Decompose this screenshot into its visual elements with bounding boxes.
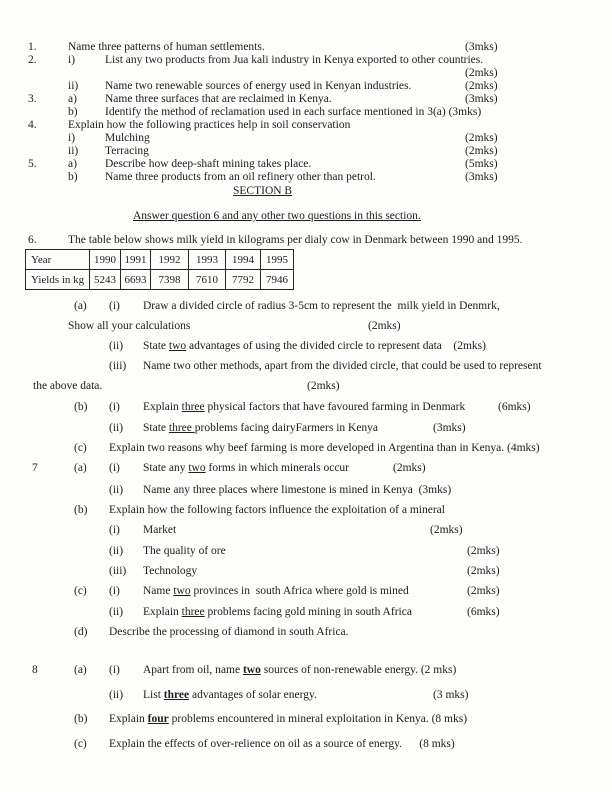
text-segment: State two advantages of using the divided circle to represent data (2mks) <box>143 340 486 352</box>
text-segment: 3. <box>28 93 37 105</box>
text-segment: (a) <box>74 300 87 312</box>
value-cell: 1991 <box>121 250 151 270</box>
text-segment: (i) <box>109 585 120 597</box>
text-segment: Describe the processing of diamond in south Africa. <box>109 626 349 638</box>
text-segment: (2mks) <box>430 524 463 536</box>
text-segment: (i) <box>109 462 120 474</box>
value-cell: 1992 <box>151 250 189 270</box>
text-segment: Describe how deep-shaft mining takes place. <box>105 158 312 170</box>
text-segment: ii) <box>68 80 79 92</box>
value-cell: 7946 <box>261 270 294 290</box>
q7-a-ii <box>0 483 612 498</box>
text-segment: (a) <box>74 664 87 676</box>
text-segment: (ii) <box>109 340 124 352</box>
text-segment: (c) <box>74 442 87 454</box>
text-segment: (2mks) <box>393 462 426 474</box>
text-segment: List three advantages of solar energy. <box>143 689 317 701</box>
text-segment: Answer question 6 and any other two questions in this section. <box>133 210 421 222</box>
q6-a-ii <box>0 339 612 354</box>
q6-a-i <box>0 299 612 314</box>
text-segment: (ii) <box>109 545 124 557</box>
q6-b-ii <box>0 421 612 436</box>
text-segment: 7 <box>32 462 38 474</box>
q7-b-iii <box>0 564 612 579</box>
q7-b-i <box>0 523 612 538</box>
text-segment: (c) <box>74 738 87 750</box>
q7-c-i <box>0 584 612 599</box>
text-segment: ii) <box>68 145 79 157</box>
text-segment: (i) <box>109 664 120 676</box>
q7-a-i <box>0 461 612 476</box>
text-segment: (2mks) <box>465 132 498 144</box>
text-segment: Explain three physical factors that have favoured farming in Denmark <box>143 401 466 413</box>
text-segment: (c) <box>74 585 87 597</box>
text-segment: (ii) <box>109 606 124 618</box>
text-segment: (3mks) <box>465 41 498 53</box>
value-cell: 5243 <box>90 270 121 290</box>
text-segment: (6mks) <box>498 401 531 413</box>
text-segment: The quality of ore <box>143 545 226 557</box>
text-segment: (2mks) <box>465 67 498 79</box>
text-segment: Explain three problems facing gold mining in south Africa <box>143 606 412 618</box>
text-segment: Draw a divided circle of radius 3-5cm to represent the milk yield in Denmrk, <box>143 300 500 312</box>
text-segment: (b) <box>74 401 88 413</box>
text-segment: Technology <box>143 565 198 577</box>
q8-b <box>0 712 612 727</box>
value-cell: 7398 <box>151 270 189 290</box>
text-segment: Name three patterns of human settlements. <box>68 41 265 53</box>
text-segment: Explain how the following factors influence the exploitation of a mineral <box>109 504 445 516</box>
text-segment: a) <box>68 158 77 170</box>
value-cell: 1990 <box>90 250 121 270</box>
text-segment: (2mks) <box>467 545 500 557</box>
q7-d <box>0 625 612 640</box>
text-segment: SECTION B <box>233 185 293 197</box>
text-segment: (i) <box>109 300 120 312</box>
section-b-instruction <box>0 209 612 224</box>
text-segment: 8 <box>32 664 38 676</box>
text-segment: Explain the effects of over-relience on oil as a source of energy. (8 mks) <box>109 738 455 750</box>
q6-a-iii <box>0 359 612 374</box>
text-segment: the above data. <box>33 380 103 392</box>
value-cell: 1995 <box>261 250 294 270</box>
text-segment: i) <box>68 54 76 66</box>
text-segment: (2mks) <box>465 80 498 92</box>
row-label-cell: Yields in kg <box>26 270 90 290</box>
q6-b-i <box>0 400 612 415</box>
value-cell: 7792 <box>226 270 261 290</box>
text-segment: Explain four problems encountered in mineral exploitation in Kenya. (8 mks) <box>109 713 468 725</box>
q7-c-ii <box>0 605 612 620</box>
text-segment: Show all your calculations <box>68 320 191 332</box>
text-segment: (6mks) <box>467 606 500 618</box>
text-segment: (ii) <box>109 422 124 434</box>
text-segment: (iii) <box>109 360 127 372</box>
text-segment: Explain two reasons why beef farming is more developed in Argentina than in Kenya. (4mks) <box>109 442 540 454</box>
text-segment: (ii) <box>109 484 124 496</box>
text-segment: (2mks) <box>368 320 401 332</box>
value-cell: 6693 <box>121 270 151 290</box>
text-segment: (5mks) <box>465 158 498 170</box>
text-segment: 5. <box>28 158 37 170</box>
text-segment: Terracing <box>105 145 149 157</box>
text-segment: Name any three places where limestone is mined in Kenya (3mks) <box>143 484 452 496</box>
text-segment: (2mks) <box>467 565 500 577</box>
text-segment: Identify the method of reclamation used in each surface mentioned in 3(a) (3mks) <box>105 106 482 118</box>
q6-intro <box>0 233 612 248</box>
q7-b <box>0 503 612 518</box>
q8-c <box>0 737 612 752</box>
text-segment: Mulching <box>105 132 150 144</box>
value-cell: 1994 <box>226 250 261 270</box>
text-segment: 1. <box>28 41 37 53</box>
value-cell: 7610 <box>189 270 226 290</box>
text-segment: The table below shows milk yield in kilograms per dialy cow in Denmark between 1990 and 1995. <box>68 234 523 246</box>
text-segment: Name three surfaces that are reclaimed in Kenya. <box>105 93 332 105</box>
text-segment: b) <box>68 171 78 183</box>
text-segment: (a) <box>74 462 87 474</box>
text-segment: 4. <box>28 119 37 131</box>
q6-c <box>0 441 612 456</box>
text-segment: (b) <box>74 713 88 725</box>
text-segment: List any two products from Jua kali industry in Kenya exported to other countries. <box>105 54 484 66</box>
text-segment: (d) <box>74 626 88 638</box>
text-segment: (b) <box>74 504 88 516</box>
text-segment: (3mks) <box>465 93 498 105</box>
text-segment: Name two provinces in south Africa where gold is mined <box>143 585 409 597</box>
text-segment: Explain how the following practices help in soil conservation <box>68 119 351 131</box>
text-segment: (3mks) <box>465 171 498 183</box>
row-label-cell: Year <box>26 250 90 270</box>
text-segment: Name three products from an oil refinery other than petrol. <box>105 171 376 183</box>
text-segment: Name two renewable sources of energy used in Kenyan industries. <box>105 80 412 92</box>
text-segment: 6. <box>28 234 37 246</box>
text-segment: (iii) <box>109 565 127 577</box>
text-segment: (i) <box>109 524 120 536</box>
text-segment: (ii) <box>109 689 124 701</box>
table-row <box>26 250 294 270</box>
value-cell: 1993 <box>189 250 226 270</box>
text-segment: (3 mks) <box>433 689 469 701</box>
text-segment: i) <box>68 132 76 144</box>
q5-b <box>0 170 612 185</box>
q6-a-iii-cont <box>0 379 612 394</box>
section-b-heading <box>0 184 612 199</box>
text-segment: Apart from oil, name two sources of non-renewable energy. (2 mks) <box>143 664 457 676</box>
text-segment: State any two forms in which minerals occur <box>143 462 349 474</box>
text-segment: b) <box>68 106 78 118</box>
text-segment: (3mks) <box>433 422 466 434</box>
table-row <box>26 270 294 290</box>
text-segment: a) <box>68 93 77 105</box>
text-segment: Market <box>143 524 177 536</box>
milk-yield-table <box>25 249 294 290</box>
q8-a-ii <box>0 688 612 703</box>
text-segment: State three problems facing dairyFarmers in Kenya <box>143 422 379 434</box>
q8-a-i <box>0 663 612 678</box>
q6-a-i-cont <box>0 319 612 334</box>
text-segment: (2mks) <box>307 380 340 392</box>
text-segment: (2mks) <box>467 585 500 597</box>
text-segment: 2. <box>28 54 37 66</box>
text-segment: (2mks) <box>465 145 498 157</box>
q7-b-ii <box>0 544 612 559</box>
text-segment: Name two other methods, apart from the divided circle, that could be used to represent <box>143 360 542 372</box>
text-segment: (i) <box>109 401 120 413</box>
